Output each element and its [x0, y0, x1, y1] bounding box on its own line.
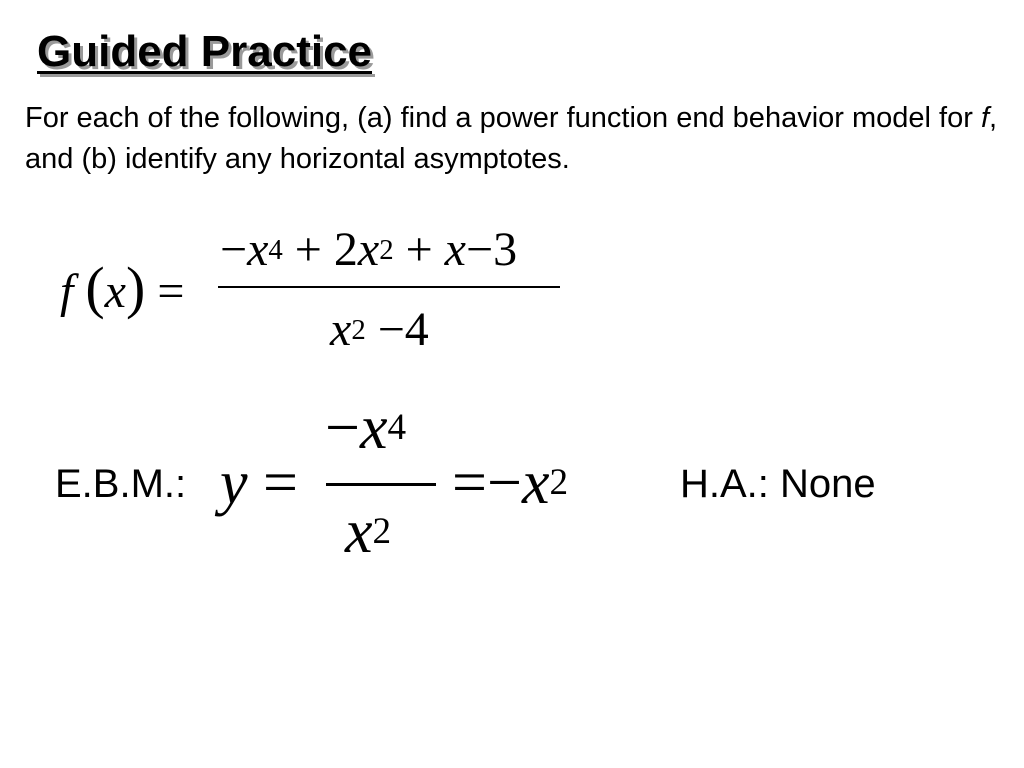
- ebm-label: E.B.M.:: [55, 462, 187, 506]
- denom-term1-exp: 2: [351, 314, 366, 346]
- ebm-denom-var: x: [345, 498, 373, 566]
- function-argument: x: [104, 265, 126, 318]
- numer-op3: −: [465, 223, 494, 276]
- ha-label: H.A.:: [680, 462, 769, 506]
- ebm-fraction-bar: [326, 483, 436, 486]
- function-numerator: [220, 220, 517, 280]
- function-fraction-bar: [218, 286, 560, 288]
- ebm-fraction-numerator: [325, 392, 406, 464]
- function-equals: =: [157, 265, 185, 318]
- numer-term1-exp: 4: [268, 234, 283, 266]
- function-name: f: [60, 265, 74, 318]
- ebm-lhs: [220, 448, 298, 518]
- numer-term3-var: x: [444, 223, 466, 276]
- denom-term1-var: x: [330, 303, 352, 356]
- numer-term1-sign: −: [220, 223, 248, 276]
- instructions-var: f: [980, 102, 989, 134]
- numer-term2-var: x: [357, 223, 380, 276]
- numer-term4-const: 3: [493, 223, 518, 276]
- ebm-result: [452, 448, 568, 518]
- ebm-lhs-var: y: [220, 449, 248, 517]
- function-close-paren: ): [125, 255, 146, 320]
- horizontal-asymptote: [680, 460, 876, 508]
- ha-value: None: [780, 462, 876, 506]
- ebm-equals1: =: [263, 449, 298, 517]
- ebm-fraction-denominator: [345, 496, 391, 568]
- denom-term2-const: 4: [404, 303, 429, 356]
- numer-op2: +: [405, 223, 433, 276]
- function-lhs: [60, 255, 185, 322]
- ebm-result-exp: 2: [549, 462, 569, 503]
- ebm-numer-sign: −: [325, 394, 360, 462]
- instructions-part1: For each of the following, (a) find a power function end behavior model for: [25, 102, 981, 134]
- instructions-text: [25, 98, 1005, 180]
- numer-op1: +: [294, 223, 322, 276]
- instructions-part2: , and (b) identify any horizontal asymptotes.: [25, 102, 998, 175]
- ebm-numer-exp: 4: [387, 407, 407, 448]
- numer-term2-coef: 2: [333, 223, 358, 276]
- slide-title: Guided Practice: [37, 27, 373, 76]
- numer-term1-var: x: [247, 223, 269, 276]
- numer-term2-exp: 2: [379, 234, 394, 266]
- ebm-result-var: x: [521, 449, 550, 517]
- function-denominator: [330, 300, 429, 360]
- ebm-numer-var: x: [359, 394, 388, 462]
- function-open-paren: (: [85, 255, 105, 320]
- ebm-denom-exp: 2: [372, 511, 392, 552]
- ebm-equals2: =: [452, 449, 487, 517]
- ebm-result-sign: −: [486, 449, 522, 517]
- denom-op1: −: [377, 303, 405, 356]
